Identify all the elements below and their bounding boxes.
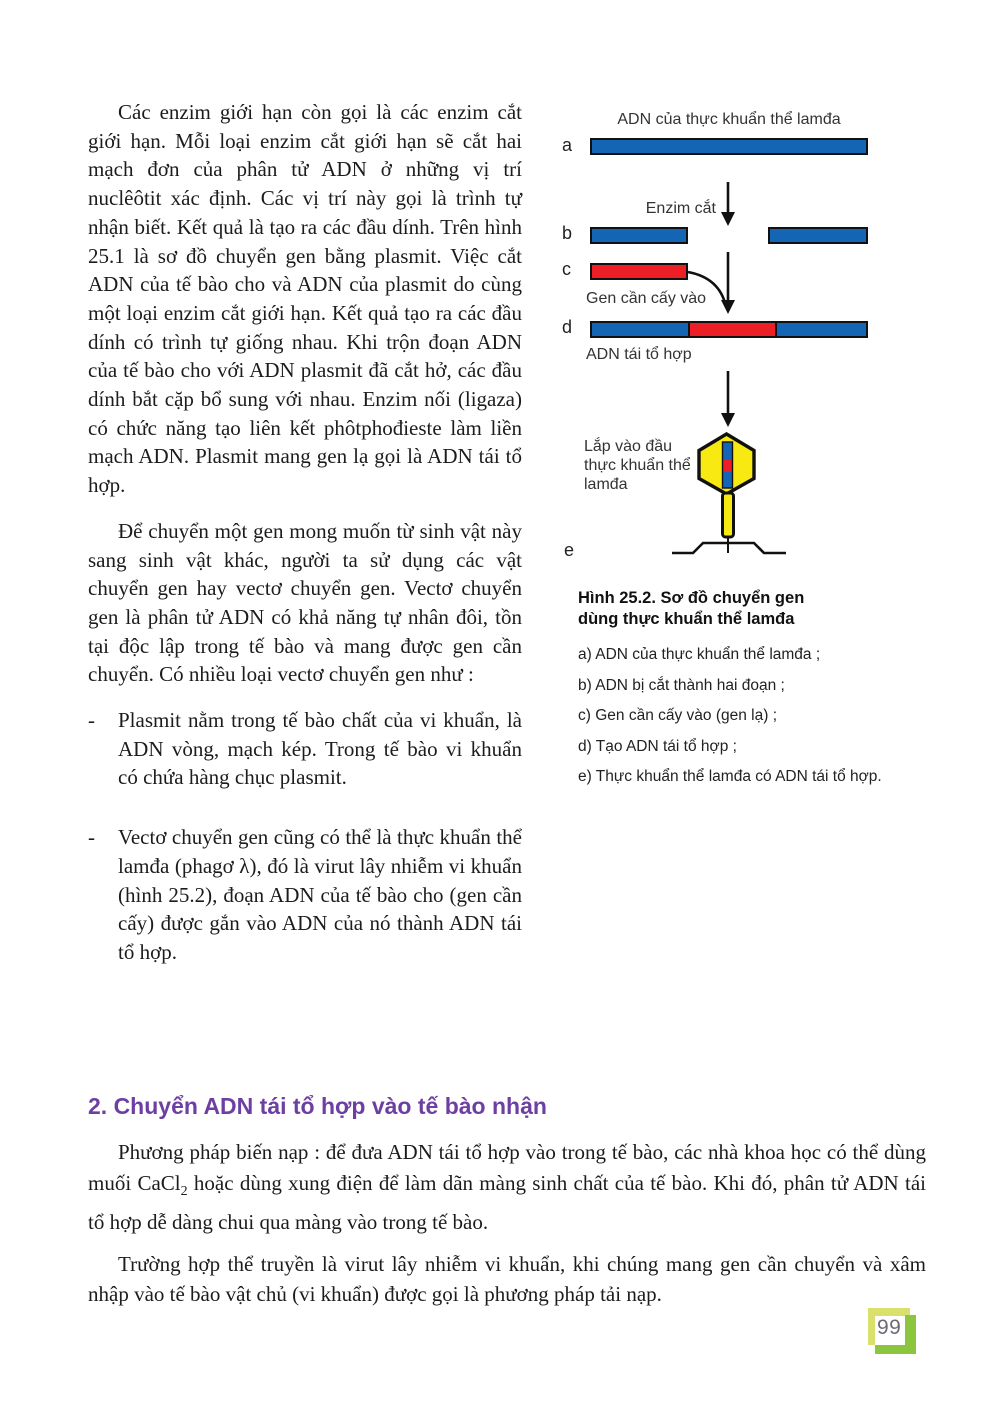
- section-transfer-recombinant-dna: [88, 1093, 926, 1321]
- figure-caption: [578, 588, 878, 630]
- bullet-dash: -: [88, 825, 95, 850]
- bullet-item-plasmid: [88, 706, 522, 809]
- legend-item-a: a) ADN của thực khuẩn thể lamđa ;: [578, 646, 821, 663]
- badge-right-strip: [905, 1315, 916, 1354]
- bullet-item-lambda-phage: [88, 823, 522, 984]
- arrow-down-icon: [718, 182, 738, 228]
- bullet-text-lambda-phage: Vectơ chuyển gen cũng có thể là thực khuẩn thể lamđa (phagơ λ), đó là virut lây nhiễm vi khuẩn (hình 25.2), đoạn ADN của tế bào cho (gen cần cấy) được gắn vào ADN của nó thành ADN tái tổ hợp.: [118, 825, 522, 964]
- cacl2-subscript: 2: [180, 1183, 188, 1199]
- row-letter-b: b: [562, 223, 573, 243]
- phage-dna-blue-bottom: [723, 472, 733, 488]
- transformation-text-after-formula: hoặc dùng xung điện để làm dãn màng sinh chất của tế bào. Khi đó, phân tử ADN tái tổ hợp dễ dàng chui qua màng vào trong tế bào.: [88, 1170, 926, 1235]
- insert-label-line2: thực khuẩn thể: [584, 457, 691, 474]
- insert-label-line3: lamđa: [584, 476, 628, 493]
- insert-label-line1: Lắp vào đầu: [584, 438, 673, 455]
- row-letter-e: e: [564, 540, 575, 560]
- paragraph-gene-vectors: Để chuyển một gen mong muốn từ sinh vật này sang sinh vật khác, người ta sử dụng các vật chuyển gen hay vectơ chuyển gen. Vectơ chuyển gen là phân tử ADN có khả năng tự nhân đôi, tồn tại độc lập trong tế bào và mang được gen cần chuyển. Có nhiều loại vectơ chuyển gen như :: [88, 518, 522, 687]
- row-letter-c: c: [562, 259, 571, 279]
- dna-bar-c-insert-gene: [590, 263, 688, 280]
- recombinant-dna-label: ADN tái tổ hợp: [586, 346, 692, 363]
- caption-line1: Hình 25.2. Sơ đồ chuyển gen: [578, 589, 805, 607]
- paragraph-transduction: Trường hợp thể truyền là virut lây nhiễm vi khuẩn, khi chúng mang gen cần chuyển và xâm nhập vào tế bào vật chủ (vi khuẩn) được gọi là phương pháp tải nạp.: [88, 1251, 926, 1307]
- figure-top-label: ADN của thực khuẩn thể lamđa: [617, 111, 841, 128]
- figure-25-2: [540, 100, 980, 900]
- row-letter-d: d: [562, 317, 573, 337]
- body-column: [88, 98, 522, 998]
- phage-dna-blue-top: [723, 442, 733, 460]
- badge-bottom-strip: [875, 1345, 905, 1354]
- lambda-phage-illustration: [670, 430, 792, 558]
- figure-legend: [578, 646, 958, 799]
- legend-item-c: c) Gen cần cấy vào (gen lạ) ;: [578, 707, 778, 724]
- transformation-text-before-formula: Phương pháp biến nạp : để đưa ADN tái tổ hợp vào trong tế bào, các nhà khoa học có thể dùng muối CaCl: [88, 1140, 926, 1195]
- dna-bar-b-left-fragment: [590, 227, 688, 244]
- legend-item-e: e) Thực khuẩn thể lamđa có ADN tái tổ hợp.: [578, 768, 882, 785]
- paragraph-restriction-enzymes: Các enzim giới hạn còn gọi là các enzim cắt giới hạn. Mỗi loại enzim cắt giới hạn sẽ cắt hai mạch đơn của phân tử ADN ở những vị trí nuclêôtit xác định. Các vị trí này gọi là trình tự nhận biết. Kết quả là tạo ra các đầu dính. Trên hình 25.1 là sơ đồ chuyển gen bằng plasmit. Việc cắt ADN của tế bào cho và ADN của plasmit do cùng một loại enzim cắt giới hạn. Kết quả tạo ra các đầu dính có trình tự giống nhau. Khi trộn đoạn ADN của tế bào cho với ADN plasmit đã cắt hở, các đầu dính bắt cặp bổ sung với nhau. Enzim nối (ligaza) có chức năng tạo liên kết phôtphođieste làm liền mạch ADN. Plasmit mang gen lạ gọi là ADN tái tổ hợp.: [88, 100, 522, 498]
- page-number-badge: [868, 1308, 916, 1354]
- arrow-down-icon: [718, 371, 738, 429]
- dna-bar-d-red-segment: [688, 323, 777, 336]
- paragraph-transformation: [88, 1137, 926, 1238]
- bullet-text-plasmid: Plasmit nằm trong tế bào chất của vi khuẩn, là ADN vòng, mạch kép. Trong tế bào vi khuẩn có chứa hàng chục plasmit.: [118, 708, 522, 790]
- enzyme-cut-label: Enzim cắt: [645, 200, 716, 217]
- badge-left-strip: [868, 1308, 875, 1345]
- section-heading: 2. Chuyển ADN tái tổ hợp vào tế bào nhận: [88, 1093, 547, 1119]
- bullet-dash: -: [88, 708, 95, 733]
- phage-dna-red-middle: [723, 460, 733, 472]
- legend-item-d: d) Tạo ADN tái tổ hợp ;: [578, 737, 737, 755]
- legend-item-b: b) ADN bị cắt thành hai đoạn ;: [578, 676, 785, 694]
- dna-bar-b-right-fragment: [768, 227, 868, 244]
- page-number: 99: [877, 1316, 902, 1339]
- row-letter-a: a: [562, 135, 573, 155]
- dna-bar-a-phage-dna: [590, 138, 868, 155]
- insert-gene-label: Gen cần cấy vào: [586, 290, 707, 307]
- dna-bar-d-recombinant: [590, 321, 868, 338]
- caption-line2: dùng thực khuẩn thể lamđa: [578, 610, 795, 628]
- phage-tail: [723, 493, 734, 537]
